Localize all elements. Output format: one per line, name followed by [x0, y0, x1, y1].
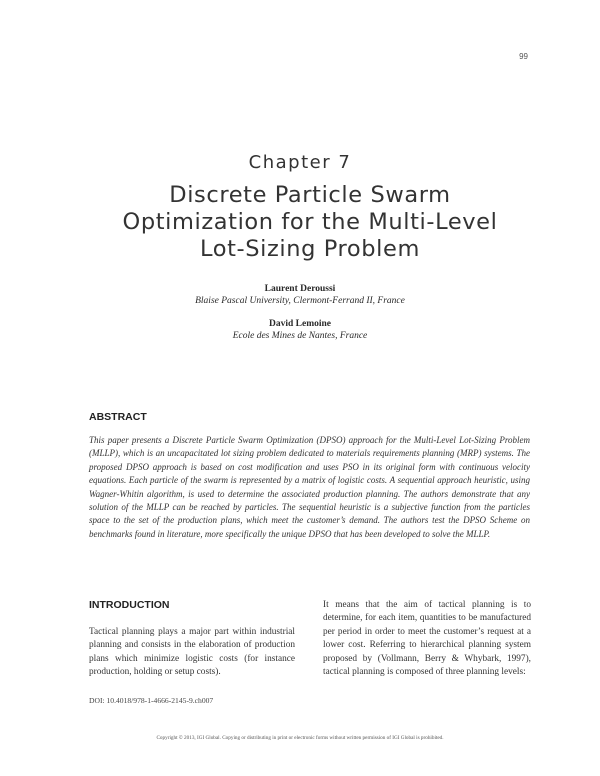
introduction-heading: INTRODUCTION	[89, 599, 170, 611]
abstract-text: This paper presents a Discrete Particle Swarm Optimization (DPSO) approach for the Multi-Level Lot-Sizing Problem (MLLP), which is an uncapacitated lot sizing problem dedicated to materials requirements planning (MRP) systems. The proposed DPSO approach is based on cost modification and uses PSO in its original form with continuous velocity equations. Each particle of the swarm is represented by a matrix of logistic costs. A sequential approach heuristic, using Wagner-Whitin algorithm, is used to determine the associated production planning. The authors demonstrate that any solution of the MLLP can be reached by particles. The sequential heuristic is a subjective function from the particles space to the set of the production plans, which meet the customer’s demand. The authors test the DPSO Scheme on benchmarks found in literature, more specifically the unique DPSO that has been developed to solve the MLLP.	[89, 435, 530, 539]
copyright-notice: Copyright © 2013, IGI Global. Copying or distributing in print or electronic forms without written permission of IGI Global is prohibited.	[156, 735, 444, 741]
abstract-heading: ABSTRACT	[89, 411, 147, 423]
author-block-1	[0, 283, 600, 308]
doi: DOI: 10.4018/978-1-4666-2145-9.ch007	[89, 696, 214, 705]
author-affiliation: Ecole des Mines de Nantes, France	[232, 331, 368, 341]
chapter-label: Chapter 7	[248, 152, 352, 173]
page-number: 99	[519, 52, 528, 61]
introduction-right-column: It means that the aim of tactical planning is to determine, for each item, quantities to be manufactured per period in order to meet the customer’s request at a lower cost. Referring to hierarchical planning system proposed by (Vollmann, Berry & Whybark, 1997), tactical planning is composed of three planning levels:	[323, 600, 531, 678]
author-affiliation: Blaise Pascal University, Clermont-Ferrand II, France	[195, 296, 405, 306]
introduction-left-column: Tactical planning plays a major part within industrial planning and consists in the elaboration of production plans which minimize logistic costs (for instance production, holding or setup costs).	[89, 627, 295, 678]
author-block-2	[0, 318, 600, 343]
author-name: David Lemoine	[268, 319, 331, 329]
author-name: Laurent Deroussi	[264, 284, 336, 294]
chapter-title: Discrete Particle Swarm Optimization for the Multi-Level Lot-Sizing Problem	[122, 182, 498, 262]
